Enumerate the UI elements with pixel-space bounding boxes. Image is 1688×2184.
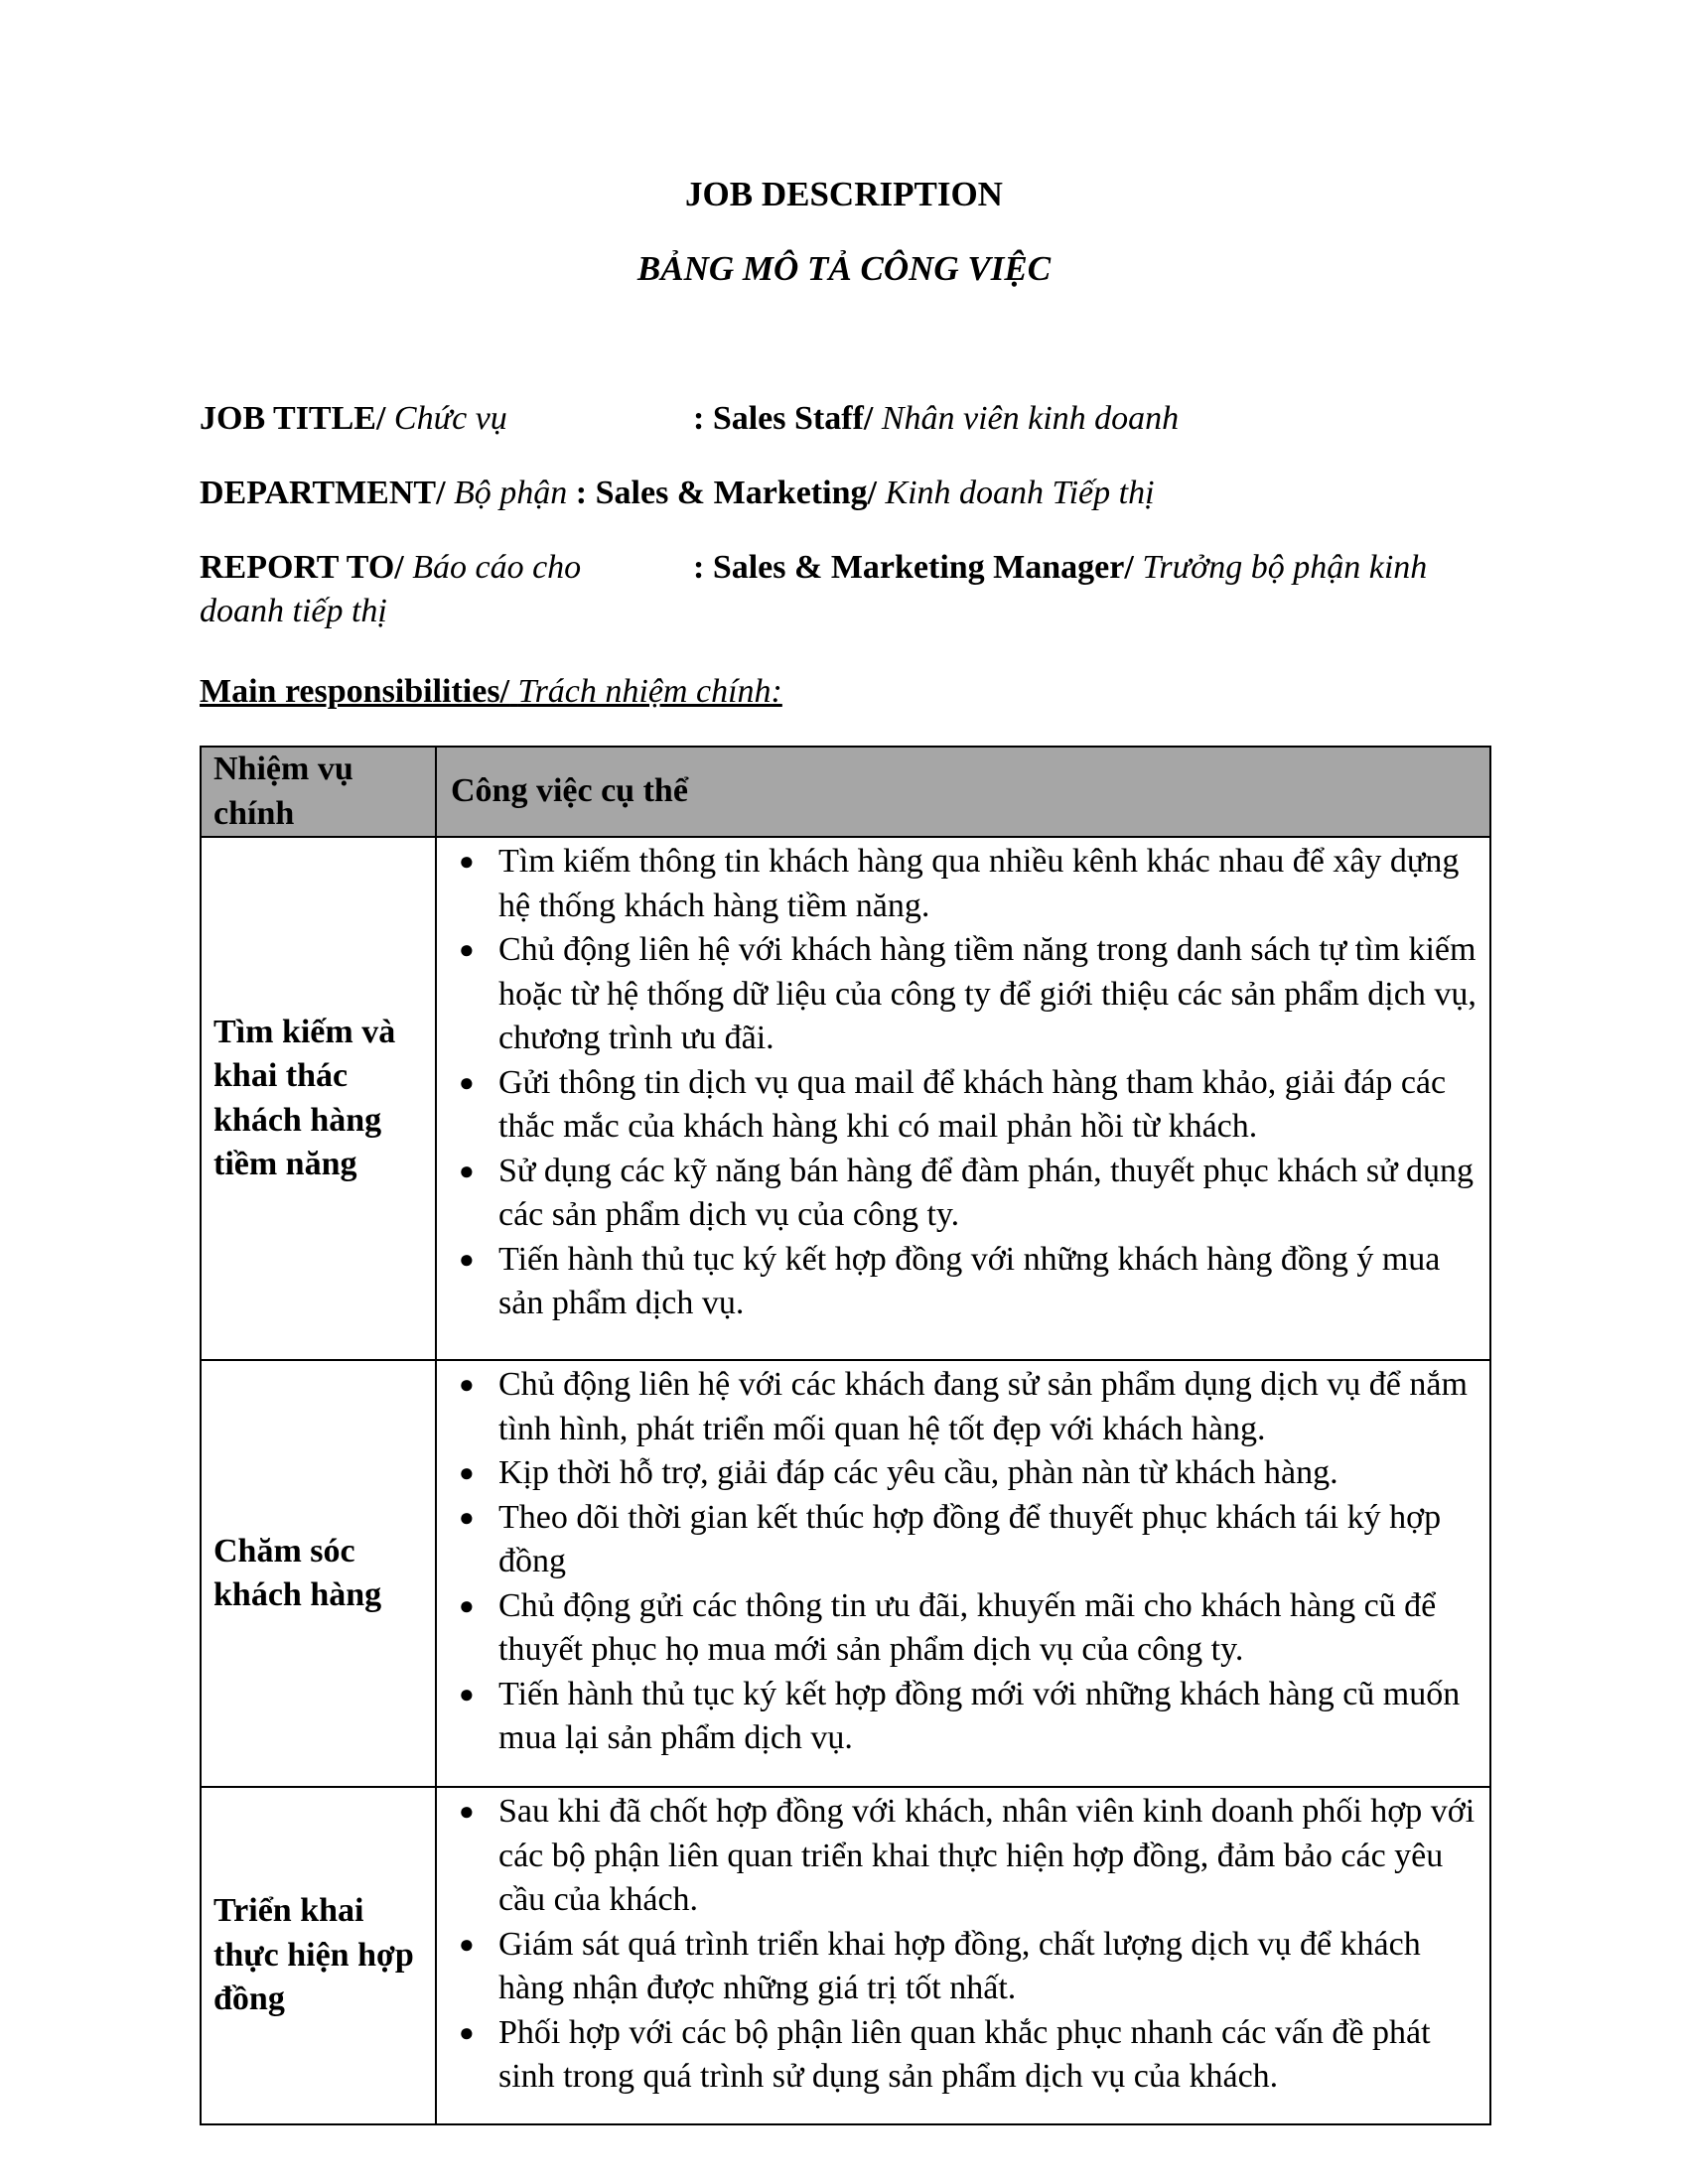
list-item: ● Giám sát quá trình triển khai hợp đồng, chất lượng dịch vụ để khách hàng nhận được những giá trị tốt nhất. [449, 1923, 1477, 2011]
table-row [201, 1360, 1490, 1787]
bullet-list [449, 840, 1477, 1326]
task-cell: Chăm sóc khách hàng [201, 1360, 436, 1787]
table-row [201, 1787, 1490, 2124]
responsibilities-heading-en: Main responsibilities/ [200, 673, 510, 710]
column-header-task: Nhiệm vụ chính [201, 747, 436, 837]
document-title: JOB DESCRIPTION [685, 175, 1003, 213]
report-to-value-vi: Trưởng bộ phận kinh [1142, 549, 1428, 586]
details-cell [436, 837, 1490, 1360]
responsibilities-table [200, 746, 1491, 2125]
department-value-en: : Sales & Marketing/ [575, 475, 877, 511]
table-header-row [201, 747, 1490, 837]
department-label: DEPARTMENT/ [200, 475, 446, 511]
list-item: ● Chủ động gửi các thông tin ưu đãi, khuyến mãi cho khách hàng cũ để thuyết phục họ mua mới sản phẩm dịch vụ của công ty. [449, 1584, 1477, 1673]
details-cell [436, 1360, 1490, 1787]
list-item: ● Chủ động liên hệ với khách hàng tiềm năng trong danh sách tự tìm kiếm hoặc từ hệ thống dữ liệu của công ty để giới thiệu các sản phẩm dịch vụ, chương trình ưu đãi. [449, 928, 1477, 1061]
column-header-details: Công việc cụ thể [436, 747, 1490, 837]
list-item: ● Sau khi đã chốt hợp đồng với khách, nhân viên kinh doanh phối hợp với các bộ phận liên quan triển khai thực hiện hợp đồng, đảm bảo các yêu cầu của khách. [449, 1790, 1477, 1923]
department-label-vi: Bộ phận [454, 475, 568, 511]
report-to-value [693, 546, 1427, 590]
task-cell: Triển khai thực hiện hợp đồng [201, 1787, 436, 2124]
responsibilities-heading-vi: Trách nhiệm chính: [517, 673, 782, 710]
job-title-value-vi: Nhân viên kinh doanh [881, 400, 1180, 437]
list-item: ● Tiến hành thủ tục ký kết hợp đồng với những khách hàng đồng ý mua sản phẩm dịch vụ. [449, 1238, 1477, 1326]
list-item: ● Kịp thời hỗ trợ, giải đáp các yêu cầu, phàn nàn từ khách hàng. [449, 1451, 1477, 1496]
bullet-list [449, 1363, 1477, 1761]
report-to-label-vi: Báo cáo cho [412, 549, 582, 586]
list-item: ● Tìm kiếm thông tin khách hàng qua nhiều kênh khác nhau để xây dựng hệ thống khách hàng tiềm năng. [449, 840, 1477, 928]
list-item: ● Theo dõi thời gian kết thúc hợp đồng để thuyết phục khách tái ký hợp đồng [449, 1496, 1477, 1584]
list-item: ● Gửi thông tin dịch vụ qua mail để khách hàng tham khảo, giải đáp các thắc mắc của khách hàng khi có mail phản hồi từ khách. [449, 1061, 1477, 1150]
job-title-value [693, 397, 1179, 441]
list-item: ● Phối hợp với các bộ phận liên quan khắc phục nhanh các vấn đề phát sinh trong quá trình sử dụng sản phẩm dịch vụ của khách. [449, 2011, 1477, 2100]
report-to-value-vi-cont: doanh tiếp thị [200, 593, 387, 629]
document-subtitle: BẢNG MÔ TẢ CÔNG VIỆC [636, 249, 1052, 288]
list-item: ● Chủ động liên hệ với các khách đang sử sản phẩm dụng dịch vụ để nắm tình hình, phát triển mối quan hệ tốt đẹp với khách hàng. [449, 1363, 1477, 1451]
details-cell [436, 1787, 1490, 2124]
list-item: ● Sử dụng các kỹ năng bán hàng để đàm phán, thuyết phục khách sử dụng các sản phẩm dịch vụ của công ty. [449, 1150, 1477, 1238]
table-row [201, 837, 1490, 1360]
job-title-label-vi: Chức vụ [393, 400, 507, 437]
department-value-vi: Kinh doanh Tiếp thị [885, 475, 1155, 511]
job-title-label: JOB TITLE/ [200, 400, 386, 437]
report-to-label: REPORT TO/ [200, 549, 404, 586]
list-item: ● Tiến hành thủ tục ký kết hợp đồng mới với những khách hàng cũ muốn mua lại sản phẩm dịch vụ. [449, 1673, 1477, 1761]
department-line [200, 472, 1490, 515]
job-title-value-en: : Sales Staff/ [693, 400, 874, 437]
report-to-value-en: : Sales & Marketing Manager/ [693, 549, 1134, 586]
task-cell: Tìm kiếm và khai thác khách hàng tiềm năng [201, 837, 436, 1360]
bullet-list [449, 1790, 1477, 2100]
report-to-line [200, 546, 1490, 633]
responsibilities-heading [200, 670, 782, 714]
job-title-line [200, 397, 1490, 441]
